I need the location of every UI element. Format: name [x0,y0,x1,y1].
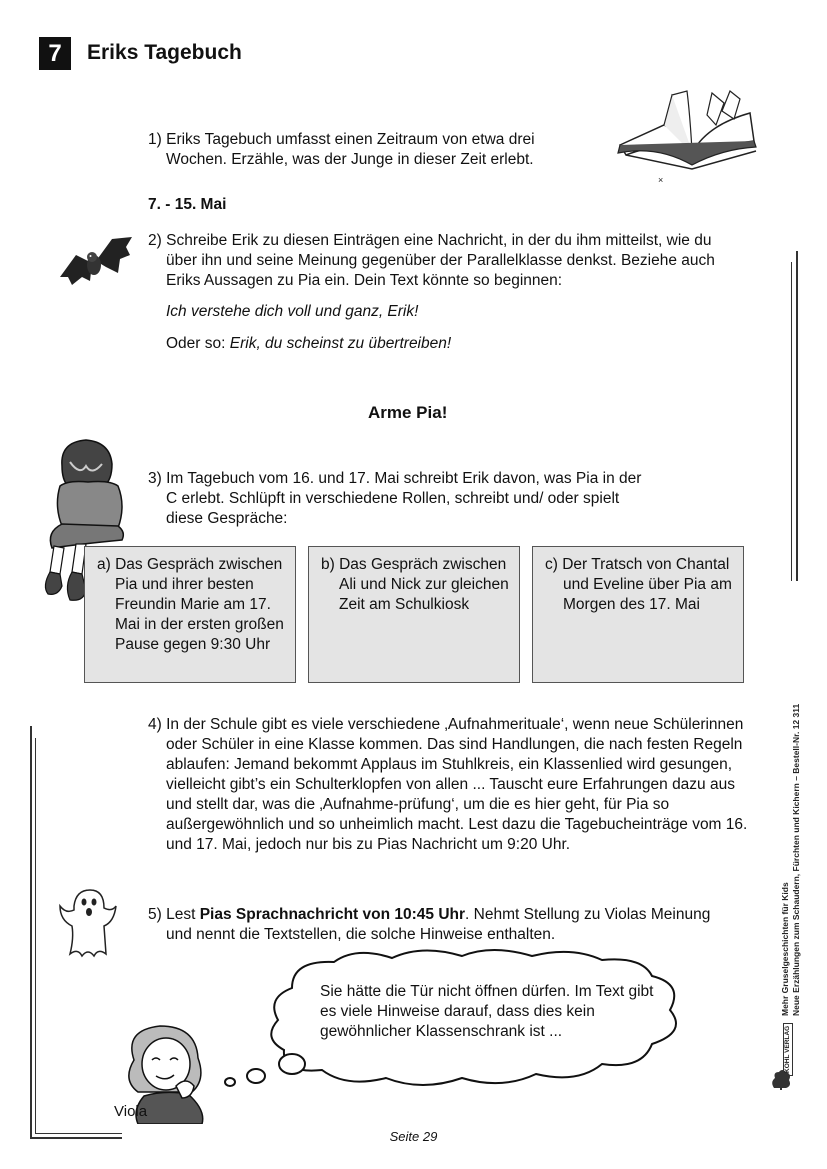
role-box-c: c) Der Tratsch von Chantal und Eveline über Pia am Morgen des 17. Mai [532,546,744,683]
bat-illustration [56,233,136,289]
task-2-example-2-prefix: Oder so: [166,335,230,352]
publisher-logo [770,1025,792,1090]
page-title: Eriks Tagebuch [87,41,242,64]
task-1-text: Eriks Tagebuch umfasst einen Zeitraum von etwa drei Wochen. Erzähle, was der Junge in dieser Zeit erlebt. [166,131,535,168]
sidebar-book-info: Neue Erzählungen zum Schaudern, Fürchten und Kichern – Bestell-Nr. 12 311 [791,703,801,1016]
task-2-text: Schreibe Erik zu diesen Einträgen eine Nachricht, in der du ihm mitteilst, wie du über ihn und seine Meinung gegenüber der Parallelklasse denkst. Beziehe auch Eriks Aussagen zu Pia ein. Dein Text könnte so beginnen: [166,232,715,289]
task-5-pre: Lest [166,906,200,923]
task-4-text: In der Schule gibt es viele verschiedene ‚Aufnahmerituale‘, wenn neue Schülerinnen oder Schüler in eine Klasse kommen. Das sind Handlungen, die nach festen Regeln ablaufen: Jemand bekommt Applaus im Stuhlkreis, ein Klassenlied wird gesungen, vielleicht gibt’s ein Schulterklopfen von allen ... Tauscht eure Erfahrungen dazu aus und stellt dar, was die ‚Aufnahme-prüfung‘, um die es hier geht, für Pia so außergewöhnlich und so unheimlich macht. Lest dazu die Tagebucheinträge vom 16. und 17. Mai, jedoch nur bis zu Pias Nachricht um 9:20 Uhr. [166,716,748,853]
right-rule-outer [796,251,798,581]
role-box-a: a) Das Gespräch zwischen Pia und ihrer besten Freundin Marie am 17. Mai in der ersten großen Pause gegen 9:30 Uhr [84,546,296,683]
bottom-rule-inner [35,1133,122,1134]
task-3 [148,469,656,529]
task-2-label: 2) [148,232,162,249]
task-2-example-2 [166,334,451,354]
ghost-illustration [56,886,120,960]
task-5-bold: Pias Sprachnachricht von 10:45 Uhr [199,906,466,923]
task-1 [148,130,596,170]
role-box-b: b) Das Gespräch zwischen Ali und Nick zur gleichen Zeit am Schulkiosk [308,546,520,683]
open-book-illustration [612,85,762,185]
chapter-number-badge: 7 [39,37,71,70]
left-rule-inner [35,738,36,1134]
task-5-post: . Nehmt Stellung zu Violas Meinung und nennt die Textstellen, die solche Hinweise enthalten. [166,906,711,943]
sidebar-series-title: Mehr Gruselgeschichten für Kids [780,882,790,1016]
task-4-label: 4) [148,716,162,733]
viola-name-label: Viola [114,1103,148,1120]
bottom-rule-outer [30,1137,122,1139]
task-2-example-1: Ich verstehe dich voll und ganz, Erik! [166,303,419,320]
task-5-label: 5) [148,906,162,923]
page-number: Seite 29 [389,1129,438,1144]
thought-bubble-text: Sie hätte die Tür nicht öffnen dürfen. Im Text gibt es viele Hinweise darauf, dass dies kein gewöhnlicher Klassenschrank ist ... [320,983,654,1040]
section-heading: Arme Pia! [368,403,448,422]
date-heading: 7. - 15. Mai [148,196,227,213]
task-4 [148,715,756,855]
publisher-name: KOHL VERLAG [783,1023,793,1076]
right-rule-inner [791,262,792,581]
task-3-text: Im Tagebuch vom 16. und 17. Mai schreibt Erik davon, was Pia in der C erlebt. Schlüpft in verschiedene Rollen, schreibt und/ oder spielt diese Gespräche: [166,470,642,527]
svg-text:×: × [658,175,664,185]
task-5 [148,905,726,945]
task-2 [148,231,736,291]
left-rule-outer [30,726,32,1138]
task-3-label: 3) [148,470,162,487]
task-2-example-2-text: Erik, du scheinst zu übertreiben! [229,335,452,352]
task-1-label: 1) [148,131,162,148]
